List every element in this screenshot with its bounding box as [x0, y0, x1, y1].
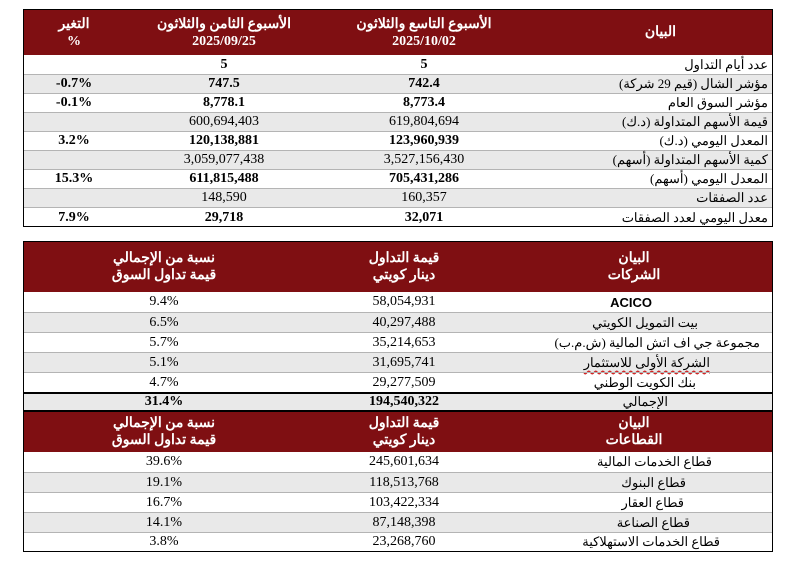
current-value: 5: [420, 56, 428, 72]
row-label: قيمة الأسهم المتداولة (د.ك): [621, 114, 768, 129]
company-row-kfh: [24, 312, 772, 332]
total-value: 194,540,322: [369, 394, 439, 409]
company-row-acico: [24, 292, 772, 312]
row-label: عدد أيام التداول: [684, 56, 768, 72]
share-value: 39.6%: [145, 454, 183, 469]
company-name: بنك الكويت الوطني: [593, 374, 696, 390]
weekly-row-traded-value: [24, 112, 772, 131]
row-label: مؤشر السوق العام: [667, 95, 768, 110]
change-value: [24, 189, 124, 207]
row-label: معدل اليومي لعدد الصفقات: [621, 209, 768, 225]
row-label: مؤشر الشال (قيم 29 شركة): [618, 76, 768, 91]
weekly-row-daily-avg-value: [24, 131, 772, 150]
trade-value: 103,422,334: [369, 494, 439, 510]
share-value: 9.4%: [149, 294, 179, 309]
company-name: ACICO: [610, 294, 652, 310]
header-label: البيان الشركات: [607, 251, 661, 283]
prev-value: 5: [220, 56, 228, 72]
companies-total-row: [24, 392, 772, 412]
trade-value: 58,054,931: [372, 294, 436, 309]
header-label: البيان: [644, 25, 676, 40]
share-value: 4.7%: [149, 374, 179, 390]
company-row-nbk: [24, 372, 772, 392]
sector-row-real-estate: [24, 492, 772, 512]
current-value: 32,071: [404, 209, 444, 225]
trade-value: 40,297,488: [372, 314, 436, 330]
prev-value: 120,138,881: [189, 133, 259, 148]
prev-value: 747.5: [208, 76, 240, 91]
prev-value: 3,059,077,438: [183, 152, 265, 167]
change-value: -0.7%: [55, 76, 93, 91]
share-value: 16.7%: [145, 494, 183, 510]
header-share: نسبة من الإجمالي قيمة تداول السوق: [111, 251, 217, 283]
change-value: 3.2%: [58, 133, 90, 148]
current-value: 619,804,694: [389, 114, 459, 129]
trade-value: 245,601,634: [369, 454, 439, 469]
row-label: المعدل اليومي (أسهم): [650, 171, 768, 186]
header-value: قيمة التداول دينار كويتي: [368, 251, 440, 283]
trade-value: 118,513,768: [369, 474, 439, 490]
share-value: 6.5%: [149, 314, 179, 330]
sector-name: قطاع الصناعة: [616, 514, 690, 530]
change-value: 15.3%: [54, 171, 94, 186]
company-name: بيت التمويل الكويتي: [592, 314, 698, 330]
weekly-header-row: [24, 10, 772, 55]
sector-row-industrial: [24, 512, 772, 532]
change-value: -0.1%: [55, 95, 93, 110]
weekly-row-traded-volume: [24, 150, 772, 169]
share-value: 19.1%: [145, 474, 183, 490]
weekly-row-daily-avg-deals: [24, 207, 772, 227]
companies-sectors-table: [23, 241, 773, 552]
share-value: 14.1%: [145, 514, 183, 530]
total-share: 31.4%: [144, 394, 184, 409]
sectors-header-row: [24, 412, 772, 452]
company-row-gfh: [24, 332, 772, 352]
sector-name: قطاع البنوك: [621, 474, 686, 490]
prev-value: 148,590: [201, 190, 247, 205]
current-value: 160,357: [401, 190, 447, 205]
weekly-row-trading-days: [24, 55, 772, 74]
change-value: [24, 151, 124, 169]
change-value: [24, 55, 124, 74]
trade-value: 29,277,509: [372, 374, 436, 390]
header-share: نسبة من الإجمالي قيمة تداول السوق: [111, 416, 217, 448]
current-value: 3,527,156,430: [383, 152, 465, 167]
weekly-summary-table: [23, 9, 773, 227]
weekly-row-alshall-index: [24, 74, 772, 93]
header-prev-week: الأسبوع الثامن والثلاثون 2025/09/25: [156, 16, 292, 49]
current-value: 8,773.4: [403, 95, 445, 110]
trade-value: 87,148,398: [372, 514, 436, 530]
trade-value: 23,268,760: [372, 534, 436, 549]
row-label: المعدل اليومي (د.ك): [659, 133, 768, 148]
row-label: كمية الأسهم المتداولة (أسهم): [612, 152, 768, 167]
row-label: عدد الصفقات: [696, 190, 768, 205]
trade-value: 35,214,653: [372, 334, 436, 350]
trade-value: 31,695,741: [372, 354, 436, 370]
prev-value: 611,815,488: [189, 171, 259, 186]
weekly-row-daily-avg-volume: [24, 169, 772, 188]
weekly-row-market-index: [24, 93, 772, 112]
change-value: [24, 113, 124, 131]
sector-row-consumer-services: [24, 532, 772, 551]
prev-value: 29,718: [204, 209, 244, 225]
sector-row-financial-services: [24, 452, 772, 472]
header-current-week: الأسبوع التاسع والثلاثون 2025/10/02: [356, 16, 492, 49]
share-value: 3.8%: [149, 534, 179, 549]
change-value: 7.9%: [58, 209, 90, 225]
company-name: الشركة الأولى للاستثمار: [583, 354, 710, 370]
share-value: 5.1%: [149, 354, 179, 370]
prev-value: 8,778.1: [203, 95, 245, 110]
company-row-first-investment: [24, 352, 772, 372]
sector-name: قطاع الخدمات الاستهلاكية: [582, 534, 720, 549]
header-change: التغير %: [58, 16, 90, 49]
current-value: 123,960,939: [389, 133, 459, 148]
prev-value: 600,694,403: [189, 114, 259, 129]
sector-name: قطاع العقار: [621, 494, 684, 510]
current-value: 705,431,286: [389, 171, 459, 186]
header-value: قيمة التداول دينار كويتي: [368, 416, 440, 448]
current-value: 742.4: [408, 76, 440, 91]
company-name: مجموعة جي اف اتش المالية (ش.م.ب): [554, 334, 760, 350]
weekly-row-deals-count: [24, 188, 772, 207]
sector-row-banks: [24, 472, 772, 492]
header-label: البيان القطاعات: [605, 416, 663, 448]
sector-name: قطاع الخدمات المالية: [597, 454, 712, 469]
share-value: 5.7%: [149, 334, 179, 350]
total-label: الإجمالي: [622, 394, 668, 409]
companies-header-row: [24, 242, 772, 292]
